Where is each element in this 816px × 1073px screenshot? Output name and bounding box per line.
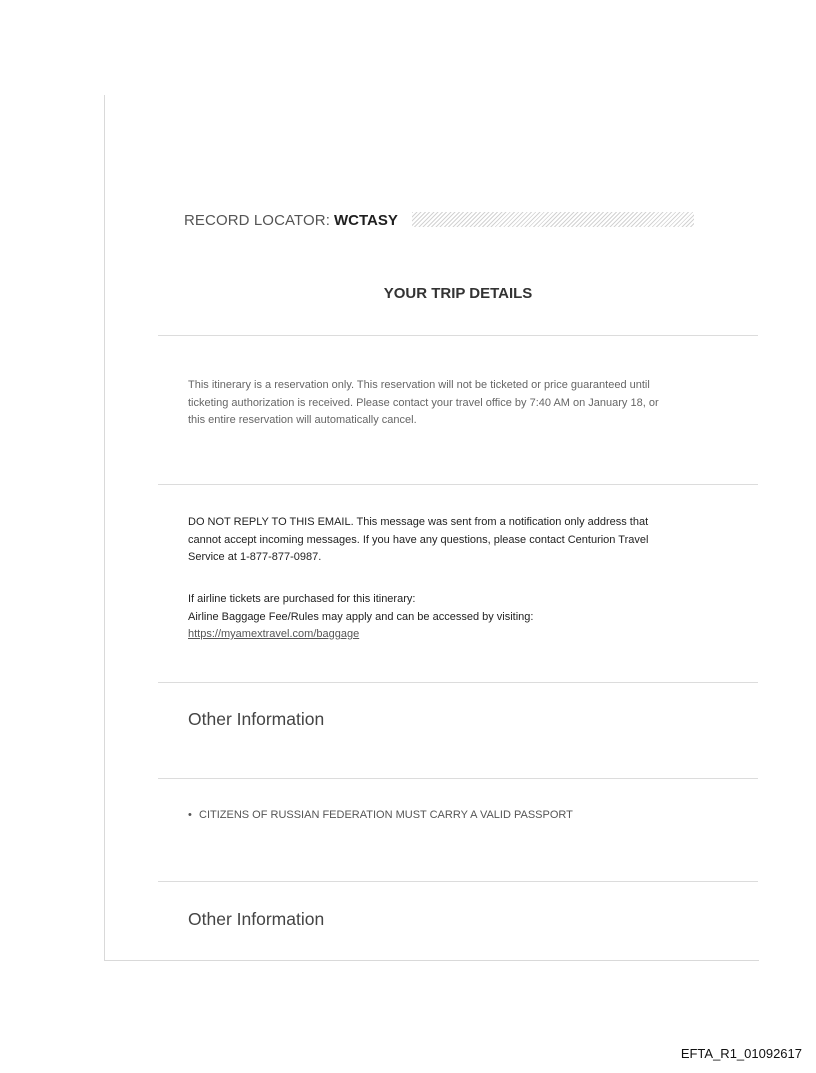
record-locator <box>184 211 398 229</box>
no-reply-line: Service at 1-877-877-0987. <box>188 551 322 563</box>
other-information-heading-1: Other Information <box>188 709 325 729</box>
reservation-notice <box>188 377 728 430</box>
no-reply-line: cannot accept incoming messages. If you have any questions, please contact Centurion Travel <box>188 533 649 546</box>
divider-4 <box>158 778 758 779</box>
reservation-notice-line: this entire reservation will automatically cancel. <box>188 414 417 426</box>
record-locator-redaction-bar <box>412 212 694 227</box>
no-reply-line: DO NOT REPLY TO THIS EMAIL. This message was sent from a notification only address that <box>188 516 649 528</box>
divider-1 <box>158 335 758 336</box>
other-information-heading-2: Other Information <box>188 909 325 929</box>
frame-bottom-border <box>104 960 759 961</box>
record-locator-label: RECORD LOCATOR: <box>184 211 330 229</box>
record-locator-value: WCTASY <box>333 211 398 229</box>
airline-line: If airline tickets are purchased for this itinerary: <box>188 593 416 605</box>
reservation-notice-line: ticketing authorization is received. Please contact your travel office by 7:40 AM on January 18, or <box>188 396 659 409</box>
no-reply-notice <box>188 514 728 567</box>
airline-line: Airline Baggage Fee/Rules may apply and can be accessed by visiting: <box>188 610 534 623</box>
divider-5 <box>158 881 758 882</box>
divider-2 <box>158 484 758 485</box>
list-item <box>188 809 573 821</box>
trip-details-title: YOUR TRIP DETAILS <box>383 285 533 302</box>
baggage-link[interactable]: https://myamextravel.com/baggage <box>188 628 360 640</box>
passport-requirement-text: CITIZENS OF RUSSIAN FEDERATION MUST CARRY A VALID PASSPORT <box>199 809 573 821</box>
frame-left-border <box>104 95 105 961</box>
document-id: EFTA_R1_01092617 <box>680 1046 802 1061</box>
airline-baggage-info <box>188 591 728 644</box>
divider-3 <box>158 682 758 683</box>
reservation-notice-line: This itinerary is a reservation only. This reservation will not be ticketed or price guaranteed until <box>188 379 650 391</box>
bullet-icon: • <box>188 809 192 821</box>
